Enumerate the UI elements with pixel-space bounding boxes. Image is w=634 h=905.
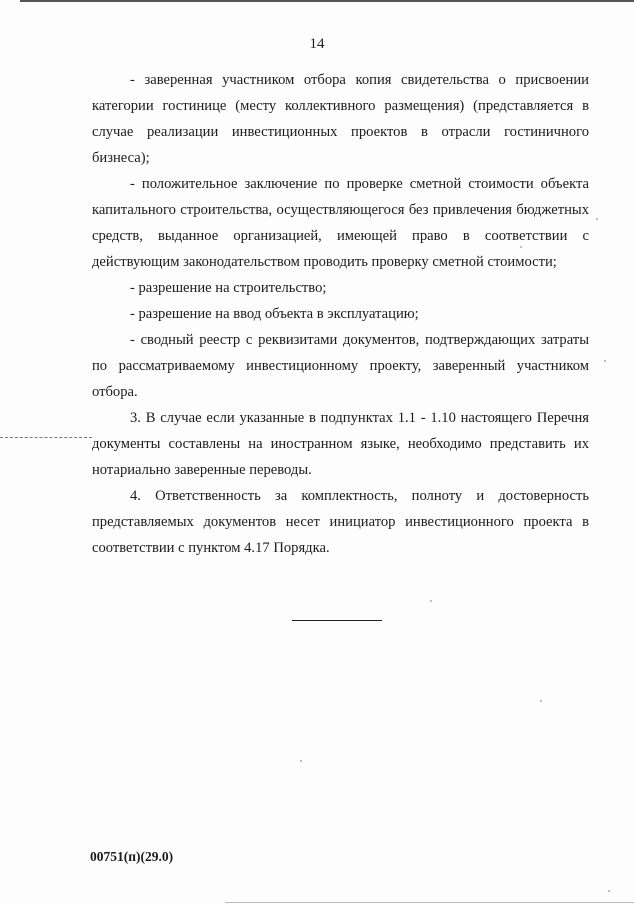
scan-edge-top — [20, 0, 634, 2]
scan-speck — [540, 700, 542, 702]
document-code: 00751(п)(29.0) — [90, 849, 174, 864]
scan-speck — [430, 600, 432, 602]
scan-speck — [608, 890, 610, 892]
list-item-hotel-category-certificate: - заверенная участником отбора копия свидетельства о присвоении категории гостинице (месту коллективного размещения) (представляется в случае реализации инвестиционных проектов в отрасли гостиничного бизнеса); — [92, 72, 589, 166]
margin-dash-line — [0, 437, 92, 438]
page-number: 14 — [309, 36, 325, 52]
list-item-estimate-review-conclusion: - положительное заключение по проверке сметной стоимости объекта капитального строительства, осуществляющегося без привлечения бюджетных средств, выданное организацией, имеющей право в соответствии с действующим законодательством проводить проверку сметной стоимости; — [92, 176, 589, 270]
list-item-summary-register: - сводный реестр с реквизитами документов, подтверждающих затраты по рассматриваемому инвестиционному проекту, заверенный участником отбора. — [92, 332, 589, 400]
closing-rule — [292, 620, 382, 621]
document-body — [92, 67, 589, 561]
clause-3-translations: 3. В случае если указанные в подпунктах 1.1 - 1.10 настоящего Перечня документы составлены на иностранном языке, необходимо представить их нотариально заверенные переводы. — [92, 410, 589, 478]
list-item-construction-permit: - разрешение на строительство; — [130, 280, 327, 296]
list-item-commissioning-permit: - разрешение на ввод объекта в эксплуатацию; — [130, 306, 419, 322]
scan-speck — [300, 760, 302, 762]
scan-speck — [604, 360, 606, 362]
clause-4-responsibility: 4. Ответственность за комплектность, полноту и достоверность представляемых документов несет инициатор инвестиционного проекта в соответствии с пунктом 4.17 Порядка. — [92, 488, 589, 556]
scan-speck — [520, 246, 522, 248]
scan-edge-bottom — [225, 902, 634, 903]
scan-speck — [596, 218, 598, 220]
